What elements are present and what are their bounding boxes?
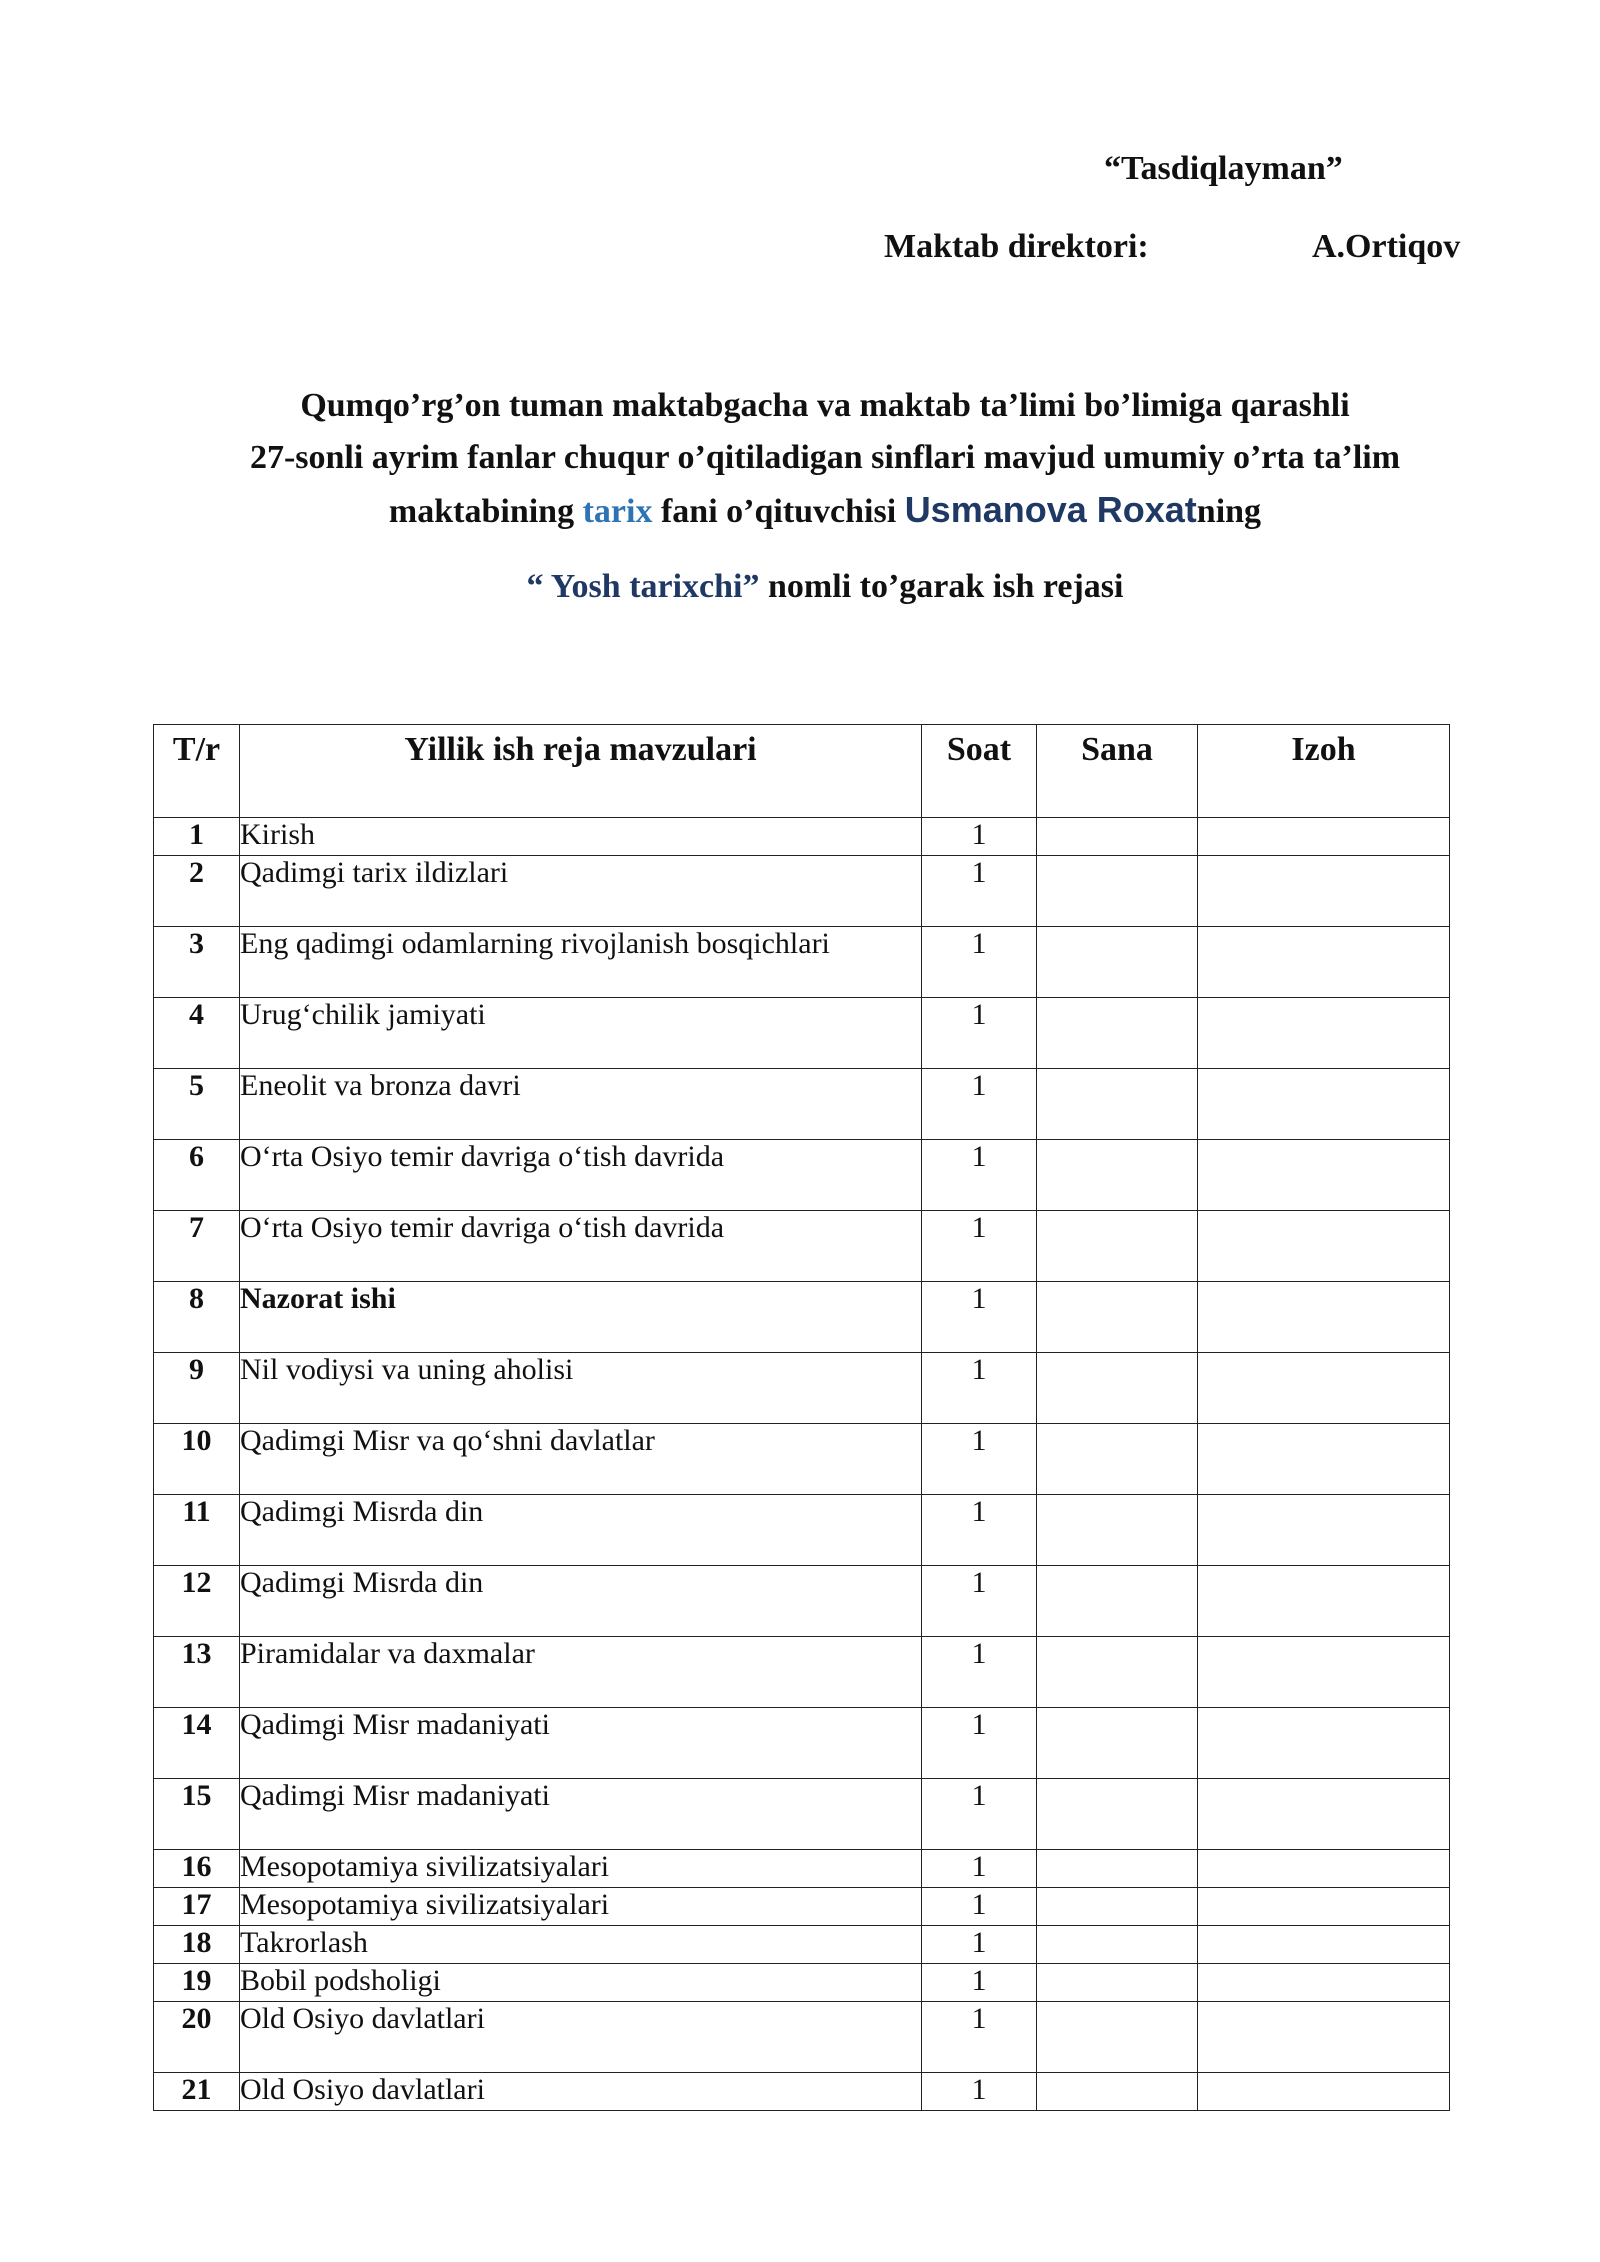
row-note	[1198, 927, 1450, 998]
row-date	[1037, 1424, 1198, 1495]
row-topic: Qadimgi Misr va qo‘shni davlatlar	[240, 1424, 922, 1495]
row-note	[1198, 1069, 1450, 1140]
plan-title	[100, 568, 1550, 606]
header-line-3-middle: fani o’qituvchisi	[652, 493, 905, 530]
table-row	[154, 1495, 1450, 1566]
row-number: 6	[154, 1140, 240, 1211]
row-date	[1037, 2002, 1198, 2073]
row-hours: 1	[922, 2073, 1037, 2111]
table-row	[154, 1964, 1450, 2002]
row-note	[1198, 1708, 1450, 1779]
work-plan-table	[153, 724, 1450, 2111]
row-number: 13	[154, 1637, 240, 1708]
row-hours: 1	[922, 1140, 1037, 1211]
row-topic: Urug‘chilik jamiyati	[240, 998, 922, 1069]
table-row	[154, 818, 1450, 856]
header-line-3-suffix: ning	[1196, 493, 1262, 530]
header-line-3-prefix: maktabining	[388, 493, 583, 530]
table-row	[154, 1353, 1450, 1424]
row-note	[1198, 1637, 1450, 1708]
row-topic: Piramidalar va daxmalar	[240, 1637, 922, 1708]
row-date	[1037, 2073, 1198, 2111]
row-date	[1037, 1353, 1198, 1424]
row-hours: 1	[922, 1353, 1037, 1424]
row-topic: Bobil podsholigi	[240, 1964, 922, 2002]
table-row	[154, 1888, 1450, 1926]
row-date	[1037, 1140, 1198, 1211]
table-row	[154, 1926, 1450, 1964]
table-row	[154, 998, 1450, 1069]
row-date	[1037, 1637, 1198, 1708]
row-topic: Mesopotamiya sivilizatsiyalari	[240, 1850, 922, 1888]
row-note	[1198, 1850, 1450, 1888]
row-date	[1037, 927, 1198, 998]
table-row	[154, 1566, 1450, 1637]
row-number: 20	[154, 2002, 240, 2073]
row-topic: Qadimgi Misr madaniyati	[240, 1779, 922, 1850]
approval-stamp: “Tasdiqlayman”	[1104, 150, 1343, 187]
plan-title-rest: nomli to’garak ish rejasi	[759, 568, 1124, 605]
row-date	[1037, 1495, 1198, 1566]
document-header	[100, 380, 1550, 538]
row-note	[1198, 998, 1450, 1069]
row-topic: Old Osiyo davlatlari	[240, 2002, 922, 2073]
table-row	[154, 1637, 1450, 1708]
table-header-row	[154, 725, 1450, 818]
row-hours: 1	[922, 1069, 1037, 1140]
row-note	[1198, 1495, 1450, 1566]
column-header-date: Sana	[1037, 725, 1198, 818]
row-topic: Qadimgi tarix ildizlari	[240, 856, 922, 927]
row-note	[1198, 1353, 1450, 1424]
row-note	[1198, 856, 1450, 927]
table-row	[154, 1850, 1450, 1888]
row-hours: 1	[922, 1964, 1037, 2002]
director-label: Maktab direktori:	[884, 228, 1149, 265]
table-row	[154, 856, 1450, 927]
row-number: 4	[154, 998, 240, 1069]
row-topic: Old Osiyo davlatlari	[240, 2073, 922, 2111]
row-date	[1037, 818, 1198, 856]
column-header-number: T/r	[154, 725, 240, 818]
row-number: 10	[154, 1424, 240, 1495]
column-header-hours: Soat	[922, 725, 1037, 818]
row-date	[1037, 1708, 1198, 1779]
row-number: 16	[154, 1850, 240, 1888]
row-date	[1037, 1850, 1198, 1888]
row-number: 3	[154, 927, 240, 998]
row-topic: Qadimgi Misr madaniyati	[240, 1708, 922, 1779]
row-number: 7	[154, 1211, 240, 1282]
row-number: 21	[154, 2073, 240, 2111]
row-number: 8	[154, 1282, 240, 1353]
row-date	[1037, 1566, 1198, 1637]
row-note	[1198, 1140, 1450, 1211]
row-hours: 1	[922, 1637, 1037, 1708]
table-row	[154, 1424, 1450, 1495]
table-row	[154, 1211, 1450, 1282]
row-topic: Takrorlash	[240, 1926, 922, 1964]
row-date	[1037, 1211, 1198, 1282]
row-hours: 1	[922, 818, 1037, 856]
row-hours: 1	[922, 1708, 1037, 1779]
row-date	[1037, 998, 1198, 1069]
row-hours: 1	[922, 927, 1037, 998]
row-note	[1198, 1424, 1450, 1495]
row-topic: O‘rta Osiyo temir davriga o‘tish davrida	[240, 1211, 922, 1282]
club-name: “ Yosh tarixchi”	[526, 568, 760, 605]
table-row	[154, 1069, 1450, 1140]
column-header-topics: Yillik ish reja mavzulari	[240, 725, 922, 818]
row-hours: 1	[922, 1850, 1037, 1888]
row-hours: 1	[922, 856, 1037, 927]
table-row	[154, 2073, 1450, 2111]
director-name: A.Ortiqov	[1312, 228, 1461, 265]
row-number: 5	[154, 1069, 240, 1140]
row-number: 18	[154, 1926, 240, 1964]
row-number: 12	[154, 1566, 240, 1637]
table-row	[154, 2002, 1450, 2073]
table-row	[154, 1282, 1450, 1353]
row-topic: Nil vodiysi va uning aholisi	[240, 1353, 922, 1424]
row-topic: Nazorat ishi	[240, 1282, 922, 1353]
row-topic: Qadimgi Misrda din	[240, 1566, 922, 1637]
subject-name: tarix	[582, 493, 653, 530]
row-topic: O‘rta Osiyo temir davriga o‘tish davrida	[240, 1140, 922, 1211]
table-row	[154, 1779, 1450, 1850]
row-topic: Mesopotamiya sivilizatsiyalari	[240, 1888, 922, 1926]
row-note	[1198, 1888, 1450, 1926]
row-number: 2	[154, 856, 240, 927]
row-number: 11	[154, 1495, 240, 1566]
row-note	[1198, 1566, 1450, 1637]
row-note	[1198, 818, 1450, 856]
header-line-1: Qumqo’rg’on tuman maktabgacha va maktab ta’limi bo’limiga qarashli	[300, 387, 1350, 424]
row-hours: 1	[922, 1495, 1037, 1566]
row-note	[1198, 2073, 1450, 2111]
row-note	[1198, 1926, 1450, 1964]
row-number: 17	[154, 1888, 240, 1926]
row-hours: 1	[922, 1888, 1037, 1926]
row-date	[1037, 1779, 1198, 1850]
row-topic: Eneolit va bronza davri	[240, 1069, 922, 1140]
row-note	[1198, 1779, 1450, 1850]
teacher-name: Usmanova Roxat	[904, 489, 1197, 530]
row-date	[1037, 1926, 1198, 1964]
row-topic: Qadimgi Misrda din	[240, 1495, 922, 1566]
row-hours: 1	[922, 1926, 1037, 1964]
row-topic: Kirish	[240, 818, 922, 856]
row-note	[1198, 1211, 1450, 1282]
column-header-note: Izoh	[1198, 725, 1450, 818]
row-number: 14	[154, 1708, 240, 1779]
table-row	[154, 927, 1450, 998]
row-date	[1037, 1069, 1198, 1140]
row-number: 1	[154, 818, 240, 856]
row-hours: 1	[922, 998, 1037, 1069]
row-number: 9	[154, 1353, 240, 1424]
table-body	[154, 818, 1450, 2111]
row-hours: 1	[922, 1424, 1037, 1495]
header-line-3	[100, 484, 1550, 538]
row-hours: 1	[922, 1566, 1037, 1637]
row-topic: Eng qadimgi odamlarning rivojlanish bosqichlari	[240, 927, 922, 998]
row-note	[1198, 1282, 1450, 1353]
row-hours: 1	[922, 1779, 1037, 1850]
row-note	[1198, 2002, 1450, 2073]
row-number: 15	[154, 1779, 240, 1850]
row-hours: 1	[922, 1211, 1037, 1282]
row-date	[1037, 1282, 1198, 1353]
row-date	[1037, 1888, 1198, 1926]
row-date	[1037, 1964, 1198, 2002]
table-row	[154, 1708, 1450, 1779]
row-hours: 1	[922, 2002, 1037, 2073]
header-line-2: 27-sonli ayrim fanlar chuqur o’qitiladigan sinflari mavjud umumiy o’rta ta’lim	[249, 439, 1401, 476]
table-row	[154, 1140, 1450, 1211]
row-number: 19	[154, 1964, 240, 2002]
row-date	[1037, 856, 1198, 927]
row-note	[1198, 1964, 1450, 2002]
row-hours: 1	[922, 1282, 1037, 1353]
